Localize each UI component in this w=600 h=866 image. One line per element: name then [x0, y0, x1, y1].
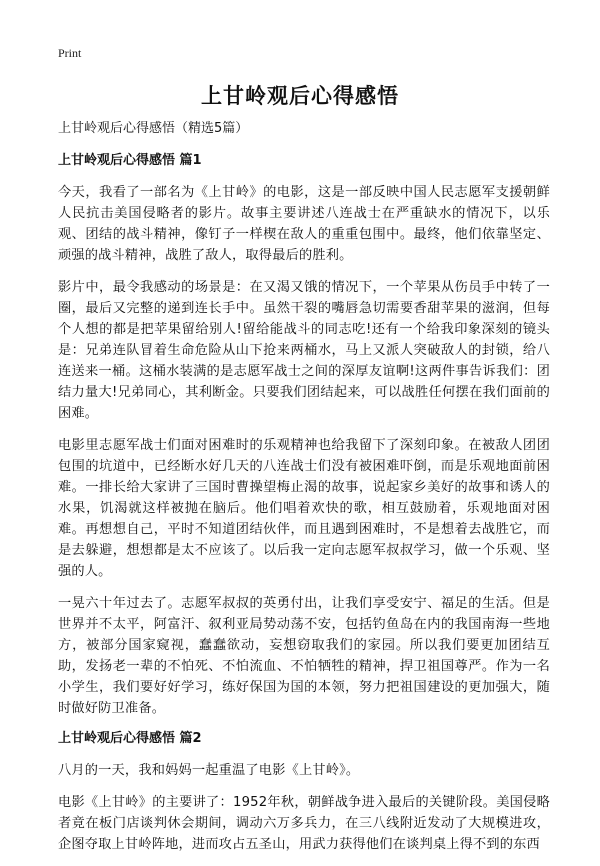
- paragraph: 电影《上甘岭》的主要讲了：1952年秋，朝鲜战争进入最后的关键阶段。美国侵略者竟在板门店谈判休会期间，调动六万多兵力，在三八线附近发动了大规模进攻，企图夺取上甘岭阵地，进而攻占五圣山，用武力获得他们在谈判桌上得不到的东西: [58, 795, 550, 852]
- paragraph: 八月的一天，我和妈妈一起重温了电影《上甘岭》。: [58, 763, 360, 778]
- paragraph: 电影里志愿军战士们面对困难时的乐观精神也给我留下了深刻印象。在被敌人团团包围的坑道中，已经断水好几天的八连战士们没有被困难吓倒，而是乐观地面前困难。一排长给大家讲了三国时曹操望梅止渴的故事，说起家乡美好的故事和诱人的水果，饥渴就这样被抛在脑后。他们唱着欢快的歌，相互鼓励着，乐观地面对困难。再想想自己，平时不知道团结伙伴，而且遇到困难时，不是想着去战胜它，而是去躲避，想想都是太不应该了。以后我一定向志愿军叔叔学习，做一个乐观、坚强的人。: [58, 438, 550, 579]
- section-heading: 上甘岭观后心得感悟 篇1: [58, 153, 202, 168]
- paragraph: 今天，我看了一部名为《上甘岭》的电影，这是一部反映中国人民志愿军支援朝鲜人民抗击美国侵略者的影片。故事主要讲述八连战士在严重缺水的情况下，以乐观、团结的战斗精神，像钉子一样楔在敌人的重重包围中。最终，他们依靠坚定、顽强的战斗精神，战胜了敌人，取得最后的胜利。: [58, 185, 550, 263]
- page-title: 上甘岭观后心得感悟: [201, 84, 399, 108]
- paragraph: 一晃六十年过去了。志愿军叔叔的英勇付出，让我们享受安宁、福足的生活。但是世界并不太平，阿富汗、叙利亚局势动荡不安，包括钓鱼岛在内的我国南海一些地方，被部分国家窥视，蠢蠢欲动，妄想窃取我们的家园。所以我们要更加团结互助，发扬老一辈的不怕死、不怕流血、不怕牺牲的精神，捍卫祖国尊严。作为一名小学生，我们要好好学习，练好保国为国的本领，努力把祖国建设的更加强大，随时做好防卫准备。: [58, 596, 550, 716]
- print-link[interactable]: Print: [58, 46, 82, 60]
- document-body: [58, 120, 550, 866]
- section-1: [58, 152, 550, 719]
- document-subtitle: 上甘岭观后心得感悟（精选5篇）: [58, 121, 249, 136]
- section-heading: 上甘岭观后心得感悟 篇2: [58, 731, 202, 746]
- section-2: [58, 730, 550, 855]
- paragraph: 影片中，最令我感动的场景是：在又渴又饿的情况下，一个苹果从伤员手中转了一圈，最后又完整的递到连长手中。虽然干裂的嘴唇急切需要香甜苹果的滋润，但每个人想的都是把苹果留给别人!留给能战斗的同志吃!还有一个给我印象深刻的镜头是：兄弟连队冒着生命危险从山下抢来两桶水，马上又派人突破敌人的封锁，给八连送来一桶。这桶水装满的是志愿军战士之间的深厚友谊啊!这两件事告诉我们：团结力量大!兄弟同心，其利断金。只要我们团结起来，可以战胜任何摆在我们面前的困难。: [58, 280, 550, 421]
